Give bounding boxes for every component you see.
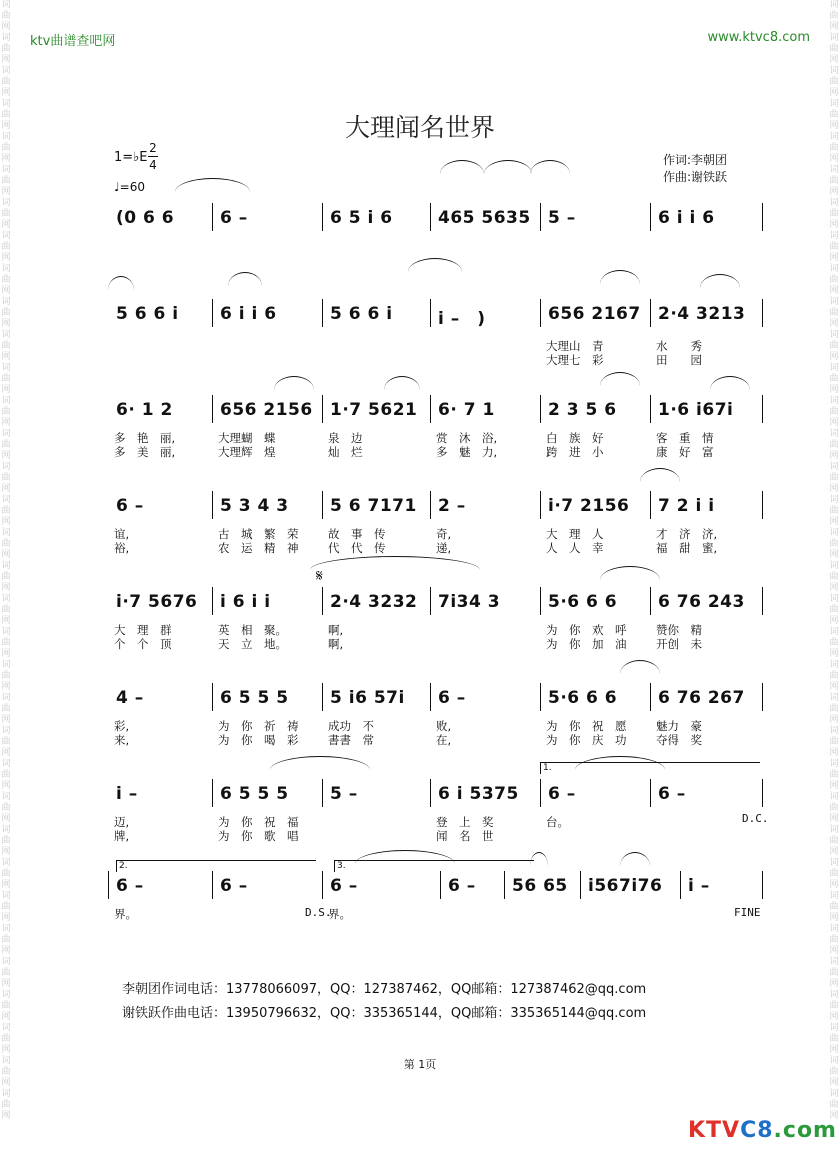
header-site-url[interactable]: www.ktvc8.com — [707, 30, 810, 45]
slur-mark — [530, 160, 570, 174]
barline — [650, 203, 651, 231]
meter-top: 2 — [149, 141, 157, 155]
barline — [212, 395, 213, 423]
measure-notes: 465 5635 — [438, 208, 531, 228]
measure-notes: 6 5 i 6 — [330, 208, 393, 228]
barline — [430, 299, 431, 327]
lyric-verse-1: 魅力 豪 — [656, 719, 702, 733]
measure-notes: 656 2167 — [548, 304, 641, 324]
measure-notes: 6 – — [448, 876, 476, 896]
lyric-verse-1: 啊, — [328, 623, 344, 637]
barline — [322, 299, 323, 327]
lyric-verse-2: 灿 烂 — [328, 445, 363, 459]
lyric-verse-1: 台。 — [546, 815, 569, 829]
measure-notes: 6 – — [116, 496, 144, 516]
barline — [650, 683, 651, 711]
barline — [430, 203, 431, 231]
segno-mark: 𝄋 — [316, 566, 323, 585]
lyric-verse-2: 农 运 精 神 — [218, 541, 299, 555]
lyric-verse-1: 败, — [436, 719, 452, 733]
lyric-verse-2: 为 你 加 油 — [546, 637, 627, 651]
measure-notes: 6 – — [658, 784, 686, 804]
ds-mark: D.S. — [305, 906, 332, 919]
measure-notes: 5·6 6 6 — [548, 688, 618, 708]
lyric-verse-1: 谊, — [114, 527, 130, 541]
lyric-verse-1: 为 你 欢 呼 — [546, 623, 627, 637]
measure-notes: 6 – — [438, 688, 466, 708]
barline — [762, 203, 763, 231]
measure-notes: 6 – — [116, 876, 144, 896]
volta-3: 3. — [334, 860, 534, 872]
lyric-verse-1: 多 艳 丽, — [114, 431, 176, 445]
lyric-verse-2: 裕, — [114, 541, 130, 555]
side-watermark-right: 词曲网词曲网词曲网词曲网词曲网词曲网词曲网词曲网词曲网词曲网词曲网词曲网词曲网词曲网词曲网词曲网词曲网词曲网词曲网词曲网词曲网词曲网词曲网词曲网词曲网词曲网词曲网词曲网词曲网词曲网词曲网词曲网词曲网词曲网 — [829, 0, 839, 1121]
barline — [322, 203, 323, 231]
measure-notes: 7 2 i i — [658, 496, 715, 516]
credits — [663, 152, 727, 186]
lyric-verse-1: 奇, — [436, 527, 452, 541]
measure-notes: i·7 2156 — [548, 496, 630, 516]
barline — [430, 395, 431, 423]
lyric-verse-2: 多 魅 力, — [436, 445, 498, 459]
measure-notes: i – — [688, 876, 710, 896]
measure-notes: 6 – — [330, 876, 358, 896]
measure-notes: 1·6 i67i — [658, 400, 734, 420]
score-system — [0, 294, 840, 390]
barline — [440, 871, 441, 899]
measure-notes: 6 i 5375 — [438, 784, 519, 804]
lyric-verse-2: 夺得 奖 — [656, 733, 702, 747]
tempo-mark: ♩=60 — [114, 180, 145, 194]
barline — [580, 871, 581, 899]
barline — [540, 779, 541, 807]
lyric-verse-1: 赞你 精 — [656, 623, 702, 637]
barline — [322, 871, 323, 899]
barline — [212, 683, 213, 711]
page-number: 第 1页 — [403, 1058, 437, 1071]
lyric-verse-1: 古 城 繁 荣 — [218, 527, 299, 541]
lyric-verse-1: 英 相 聚。 — [218, 623, 287, 637]
barline — [650, 587, 651, 615]
barline — [212, 779, 213, 807]
measure-notes: 6 76 243 — [658, 592, 745, 612]
fine-mark: FINE — [734, 906, 761, 919]
measure-notes: 6 5 5 5 — [220, 688, 289, 708]
barline — [322, 395, 323, 423]
dc-mark: D.C. — [742, 812, 769, 825]
measure-notes: 6 – — [220, 876, 248, 896]
measure-notes: 56 65 — [512, 876, 568, 896]
measure-notes: 6 – — [548, 784, 576, 804]
lyric-verse-2: 为 你 庆 功 — [546, 733, 627, 747]
lyric-verse-1: 水 秀 — [656, 339, 702, 353]
lyric-verse-2: 代 代 传 — [328, 541, 386, 555]
slur-mark — [175, 178, 250, 192]
measure-notes: 5 i6 57i — [330, 688, 405, 708]
measure-notes: 6· 7 1 — [438, 400, 495, 420]
barline — [212, 491, 213, 519]
lyric-verse-1: 迈, — [114, 815, 130, 829]
lyric-verse-2: 在, — [436, 733, 452, 747]
barline — [322, 779, 323, 807]
measure-notes: 5 6 7171 — [330, 496, 417, 516]
barline — [650, 299, 651, 327]
measure-notes: 2 – — [438, 496, 466, 516]
measure-notes: 6· 1 2 — [116, 400, 173, 420]
measure-notes: (0 6 6 — [116, 208, 175, 228]
lyric-verse-1: 泉 边 — [328, 431, 363, 445]
logo-part-com: .com — [773, 1118, 837, 1143]
barline — [322, 683, 323, 711]
lyric-verse-1: 大理山 青 — [546, 339, 604, 353]
lyric-verse-1: 登 上 奖 — [436, 815, 494, 829]
lyric-verse-1: 大 理 群 — [114, 623, 172, 637]
barline — [430, 587, 431, 615]
contact-composer: 谢铁跃作曲电话：13950796632，QQ：335365144，QQ邮箱：335365144@qq.com — [122, 1006, 647, 1021]
contact-lyricist: 李朝团作词电话：13778066097，QQ：127387462，QQ邮箱：127387462@qq.com — [122, 982, 647, 997]
measure-notes: i·7 5676 — [116, 592, 198, 612]
measure-notes: 5 6 6 i — [116, 304, 179, 324]
barline — [762, 395, 763, 423]
lyric-verse-1: 才 济 济, — [656, 527, 718, 541]
lyric-verse-2: 个 个 顶 — [114, 637, 172, 651]
lyric-verse-1: 大理蝴 蝶 — [218, 431, 276, 445]
measure-notes: i – ) — [438, 309, 486, 329]
barline — [540, 203, 541, 231]
barline — [762, 779, 763, 807]
measure-notes: 2 3 5 6 — [548, 400, 617, 420]
measure-notes: 6 76 267 — [658, 688, 745, 708]
score-system — [0, 866, 840, 962]
lyric-verse-1: 客 重 情 — [656, 431, 714, 445]
barline — [762, 871, 763, 899]
slur-mark — [484, 160, 532, 174]
volta-2: 2. — [116, 860, 316, 872]
lyric-verse-2: 大理七 彩 — [546, 353, 604, 367]
lyric-verse-2: 啊, — [328, 637, 344, 651]
lyric-verse-2: 天 立 地。 — [218, 637, 287, 651]
barline — [762, 587, 763, 615]
score-system — [0, 582, 840, 678]
measure-notes: i567i76 — [588, 876, 663, 896]
lyric-verse-2: 大理辉 煌 — [218, 445, 276, 459]
lyric-verse-1: 彩, — [114, 719, 130, 733]
lyric-verse-1: 为 你 祈 祷 — [218, 719, 299, 733]
barline — [212, 203, 213, 231]
barline — [430, 779, 431, 807]
barline — [762, 683, 763, 711]
measure-notes: 5 – — [548, 208, 576, 228]
measure-notes: 5·6 6 6 — [548, 592, 618, 612]
lyric-verse-2: 来, — [114, 733, 130, 747]
barline — [212, 871, 213, 899]
lyric-verse-2: 递, — [436, 541, 452, 555]
lyric-verse-1: 大 理 人 — [546, 527, 604, 541]
time-signature — [148, 140, 158, 173]
slur-mark — [440, 160, 484, 174]
barline — [650, 491, 651, 519]
lyric-verse-2: 为 你 喝 彩 — [218, 733, 299, 747]
measure-notes: 6 – — [220, 208, 248, 228]
barline — [762, 299, 763, 327]
volta-1: 1. — [540, 762, 760, 774]
barline — [212, 587, 213, 615]
measure-notes: 5 3 4 3 — [220, 496, 289, 516]
measure-notes: i 6 i i — [220, 592, 271, 612]
barline — [680, 871, 681, 899]
barline — [540, 299, 541, 327]
barline — [212, 299, 213, 327]
lyric-verse-2: 人 人 幸 — [546, 541, 604, 555]
barline — [650, 395, 651, 423]
lyric-verse-2: 开创 未 — [656, 637, 702, 651]
lyric-verse-2: 闻 名 世 — [436, 829, 494, 843]
measure-notes: 2·4 3213 — [658, 304, 746, 324]
lyric-verse-1: 为 你 祝 愿 — [546, 719, 627, 733]
measure-notes: 5 6 6 i — [330, 304, 393, 324]
lyricist: 作词:李朝团 — [663, 153, 728, 167]
measure-notes: 5 – — [330, 784, 358, 804]
lyric-verse-2: 牌, — [114, 829, 130, 843]
lyric-verse-1: 界。 — [114, 907, 137, 921]
barline — [540, 683, 541, 711]
lyric-verse-1: 界。 — [328, 907, 351, 921]
barline — [430, 683, 431, 711]
measure-notes: 6 i i 6 — [658, 208, 715, 228]
score-system — [0, 390, 840, 486]
barline — [322, 587, 323, 615]
header-site-name[interactable]: ktv曲谱查吧网 — [30, 34, 116, 49]
barline — [650, 779, 651, 807]
measure-notes: 1·7 5621 — [330, 400, 418, 420]
measure-notes: i – — [116, 784, 138, 804]
barline — [540, 395, 541, 423]
measure-notes: 7i34 3 — [438, 592, 501, 612]
lyric-verse-2: 康 好 富 — [656, 445, 714, 459]
score-system — [0, 678, 840, 774]
song-title: 大理闻名世界 — [344, 113, 495, 142]
composer: 作曲:谢铁跃 — [663, 170, 728, 184]
lyric-verse-1: 赏 沐 浴, — [436, 431, 498, 445]
measure-notes: 656 2156 — [220, 400, 313, 420]
barline — [540, 491, 541, 519]
measure-notes: 6 5 5 5 — [220, 784, 289, 804]
ktvc8-logo[interactable] — [688, 1118, 837, 1143]
lyric-verse-1: 成功 不 — [328, 719, 374, 733]
meter-bottom: 4 — [149, 158, 157, 172]
lyric-verse-1: 白 族 好 — [546, 431, 604, 445]
lyric-verse-2: 田 园 — [656, 353, 702, 367]
measure-notes: 6 i i 6 — [220, 304, 277, 324]
barline — [504, 871, 505, 899]
lyric-verse-2: 多 美 丽, — [114, 445, 176, 459]
lyric-verse-2: 福 甜 蜜, — [656, 541, 718, 555]
barline — [762, 491, 763, 519]
logo-part-c8: C8 — [740, 1118, 774, 1143]
key-signature: 1=♭E — [114, 150, 148, 165]
lyric-verse-2: 为 你 歌 唱 — [218, 829, 299, 843]
logo-part-ktv: KTV — [688, 1118, 741, 1143]
measure-notes: 4 – — [116, 688, 144, 708]
lyric-verse-2: 跨 进 小 — [546, 445, 604, 459]
barline — [540, 587, 541, 615]
lyric-verse-2: 書書 常 — [328, 733, 374, 747]
measure-notes: 2·4 3232 — [330, 592, 418, 612]
barline — [322, 491, 323, 519]
barline — [430, 491, 431, 519]
side-watermark-left: 词曲网词曲网词曲网词曲网词曲网词曲网词曲网词曲网词曲网词曲网词曲网词曲网词曲网词曲网词曲网词曲网词曲网词曲网词曲网词曲网词曲网词曲网词曲网词曲网词曲网词曲网词曲网词曲网词曲网词曲网词曲网词曲网词曲网词曲网 — [1, 0, 11, 1121]
lyric-verse-1: 故 事 传 — [328, 527, 386, 541]
barline — [108, 871, 109, 899]
lyric-verse-1: 为 你 祝 福 — [218, 815, 299, 829]
